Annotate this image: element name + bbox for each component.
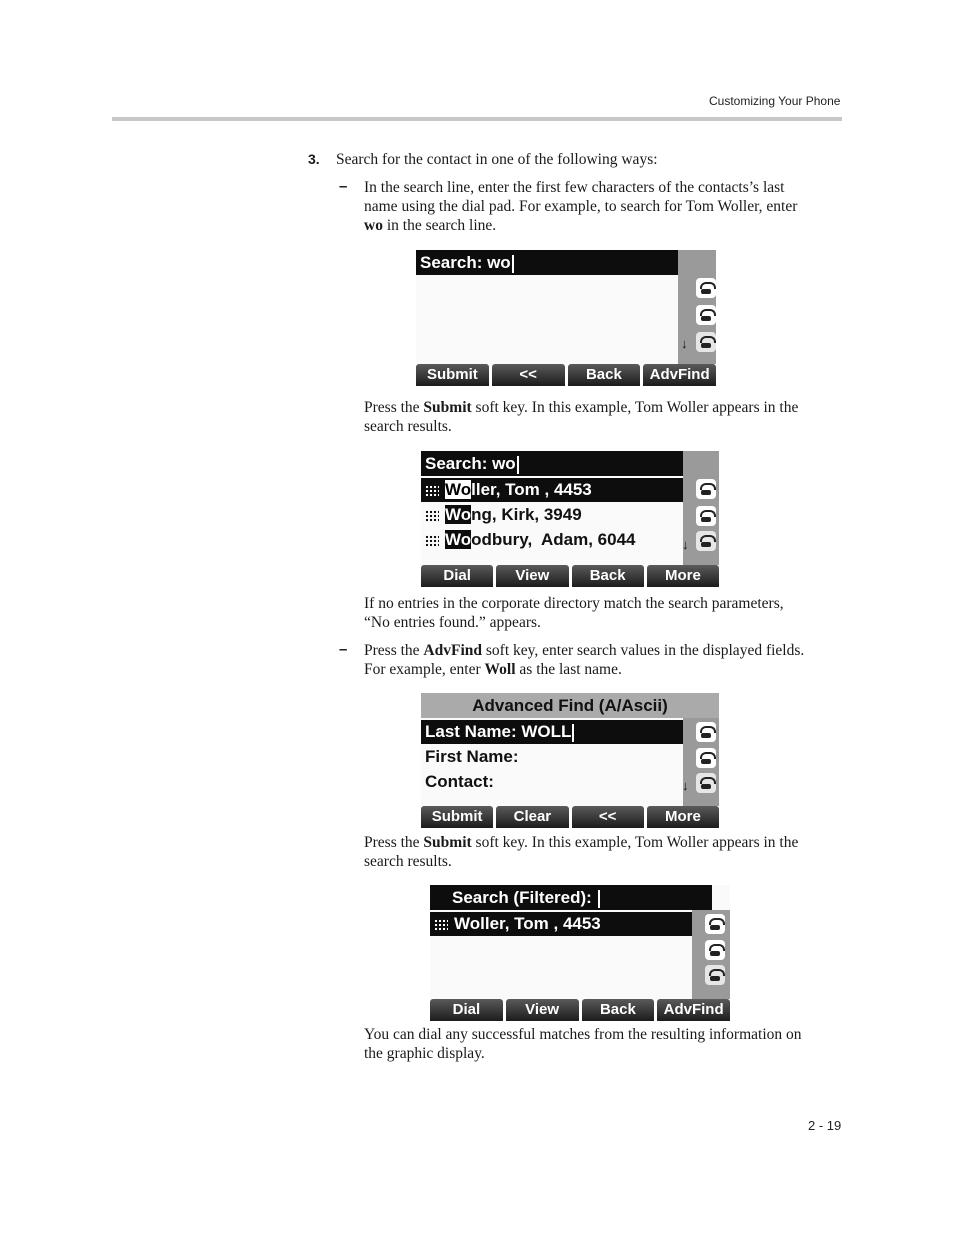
softkey-back[interactable]: Back bbox=[572, 565, 644, 587]
result-row[interactable] bbox=[430, 912, 692, 936]
line-phone-icon bbox=[696, 332, 716, 352]
directory-icon bbox=[434, 919, 448, 931]
field-last-name[interactable] bbox=[421, 720, 683, 744]
bullet-1-line-1: In the search line, enter the first few characters of the contacts’s last bbox=[364, 179, 785, 196]
softkey-advfind[interactable]: AdvFind bbox=[657, 999, 730, 1021]
text-run: Press the bbox=[364, 642, 424, 659]
bullet-dash-2: – bbox=[339, 641, 348, 658]
phone-screen-search bbox=[416, 250, 716, 386]
line-keys-panel bbox=[683, 451, 719, 565]
phone-screen-filtered bbox=[430, 885, 730, 1021]
result-text: ng, Kirk, 3949 bbox=[471, 505, 582, 524]
directory-icon bbox=[425, 535, 439, 547]
bullet-1-text bbox=[364, 178, 844, 235]
directory-icon bbox=[425, 510, 439, 522]
step-intro: Search for the contact in one of the following ways: bbox=[336, 151, 658, 168]
paragraph-dial-matches-line-1: You can dial any successful matches from the resulting information on bbox=[364, 1026, 802, 1043]
screen-title bbox=[421, 451, 703, 476]
text-run: as the last name. bbox=[515, 661, 622, 678]
phone-screen-advanced-find bbox=[421, 693, 719, 828]
softkey-bar bbox=[430, 999, 730, 1021]
result-row[interactable] bbox=[421, 528, 683, 552]
softkey-submit[interactable]: Submit bbox=[416, 364, 489, 386]
scroll-down-arrow-icon: ↓ bbox=[682, 537, 689, 552]
paragraph-dial-matches bbox=[364, 1025, 844, 1063]
softkey-submit[interactable]: Submit bbox=[421, 806, 493, 828]
softkey-bar bbox=[421, 806, 719, 828]
field-contact[interactable]: Contact: bbox=[425, 772, 494, 791]
match-highlight: Wo bbox=[445, 505, 472, 524]
bullet-dash-1: – bbox=[339, 178, 348, 195]
bullet-1-line-3-rest: in the search line. bbox=[382, 217, 497, 234]
paragraph-submit-2-line-2: search results. bbox=[364, 853, 452, 870]
line-phone-icon bbox=[705, 940, 725, 960]
running-header: Customizing Your Phone bbox=[709, 94, 841, 108]
bullet-2-text bbox=[364, 641, 844, 679]
softkey-dial[interactable]: Dial bbox=[430, 999, 503, 1021]
softkey-back-char[interactable]: << bbox=[572, 806, 644, 828]
softkey-view[interactable]: View bbox=[496, 565, 568, 587]
advfind-bold: AdvFind bbox=[423, 642, 483, 659]
text-run: Press the bbox=[364, 399, 424, 416]
page-number: 2 - 19 bbox=[808, 1118, 842, 1133]
paragraph-submit-2 bbox=[364, 833, 844, 871]
search-title-text: Search: wo bbox=[420, 253, 511, 272]
result-row[interactable] bbox=[421, 478, 683, 502]
field-label: Last Name: WOLL bbox=[425, 722, 572, 741]
line-keys-panel bbox=[683, 718, 719, 806]
line-keys-panel bbox=[678, 250, 716, 364]
line-keys-panel bbox=[692, 910, 730, 999]
text-cursor bbox=[572, 724, 574, 742]
line-phone-icon bbox=[696, 773, 716, 793]
field-first-name[interactable]: First Name: bbox=[425, 747, 519, 766]
text-run: soft key, enter search values in the displayed fields. bbox=[482, 642, 805, 659]
step-number: 3. bbox=[308, 151, 320, 167]
softkey-clear[interactable]: Clear bbox=[496, 806, 568, 828]
match-highlight: Wo bbox=[445, 480, 472, 499]
line-phone-icon bbox=[696, 278, 716, 298]
text-run: soft key. In this example, Tom Woller appears in the bbox=[471, 399, 799, 416]
directory-icon bbox=[425, 485, 439, 497]
text-run: Press the bbox=[364, 834, 424, 851]
paragraph-submit-1-line-1 bbox=[364, 398, 844, 417]
submit-bold: Submit bbox=[423, 399, 472, 416]
bullet-1-line-2: name using the dial pad. For example, to search for Tom Woller, enter bbox=[364, 198, 798, 215]
match-highlight: Wo bbox=[445, 530, 472, 549]
paragraph-submit-2-line-1 bbox=[364, 833, 844, 852]
screen-title bbox=[430, 885, 712, 910]
softkey-more[interactable]: More bbox=[647, 565, 719, 587]
paragraph-no-entries bbox=[364, 594, 844, 632]
search-title-text: Search: wo bbox=[425, 454, 516, 473]
text-cursor bbox=[512, 255, 514, 273]
softkey-bar bbox=[421, 565, 719, 587]
paragraph-dial-matches-line-2: the graphic display. bbox=[364, 1045, 485, 1062]
line-phone-icon bbox=[696, 531, 716, 551]
line-phone-icon bbox=[696, 722, 716, 742]
softkey-advfind[interactable]: AdvFind bbox=[643, 364, 716, 386]
submit-bold: Submit bbox=[423, 834, 472, 851]
line-phone-icon bbox=[696, 479, 716, 499]
result-text: odbury, Adam, 6044 bbox=[471, 530, 636, 549]
bullet-1-bold: wo bbox=[364, 217, 383, 234]
line-phone-icon bbox=[705, 965, 725, 985]
text-run: soft key. In this example, Tom Woller appears in the bbox=[471, 834, 799, 851]
scroll-down-arrow-icon: ↓ bbox=[682, 778, 689, 793]
bullet-1-line-3 bbox=[364, 216, 844, 235]
bullet-2-line-2 bbox=[364, 660, 844, 679]
woll-bold: Woll bbox=[484, 661, 516, 678]
line-phone-icon bbox=[696, 506, 716, 526]
bullet-2-line-1 bbox=[364, 641, 844, 660]
line-phone-icon bbox=[696, 305, 716, 325]
result-text: ller, Tom , 4453 bbox=[471, 480, 592, 499]
phone-screen-results bbox=[421, 451, 719, 587]
header-rule bbox=[112, 117, 842, 121]
softkey-back[interactable]: Back bbox=[582, 999, 655, 1021]
softkey-back[interactable]: Back bbox=[568, 364, 641, 386]
text-run: For example, enter bbox=[364, 661, 485, 678]
paragraph-no-entries-line-1: If no entries in the corporate directory match the search parameters, bbox=[364, 595, 784, 612]
result-row[interactable] bbox=[421, 503, 683, 527]
text-cursor bbox=[517, 456, 519, 474]
paragraph-no-entries-line-2: “No entries found.” appears. bbox=[364, 614, 541, 631]
paragraph-submit-1-line-2: search results. bbox=[364, 418, 452, 435]
text-cursor bbox=[598, 890, 600, 908]
screen-title: Advanced Find (A/Ascii) bbox=[421, 693, 719, 718]
softkey-view[interactable]: View bbox=[506, 999, 579, 1021]
line-phone-icon bbox=[705, 914, 725, 934]
softkey-back-char[interactable]: << bbox=[492, 364, 565, 386]
softkey-more[interactable]: More bbox=[647, 806, 719, 828]
screen-title bbox=[416, 250, 698, 275]
scroll-down-arrow-icon: ↓ bbox=[681, 336, 688, 351]
result-text: Woller, Tom , 4453 bbox=[454, 914, 601, 933]
paragraph-submit-1 bbox=[364, 398, 844, 436]
softkey-bar bbox=[416, 364, 716, 386]
line-phone-icon bbox=[696, 748, 716, 768]
softkey-dial[interactable]: Dial bbox=[421, 565, 493, 587]
filtered-title-text: Search (Filtered): bbox=[452, 888, 597, 907]
